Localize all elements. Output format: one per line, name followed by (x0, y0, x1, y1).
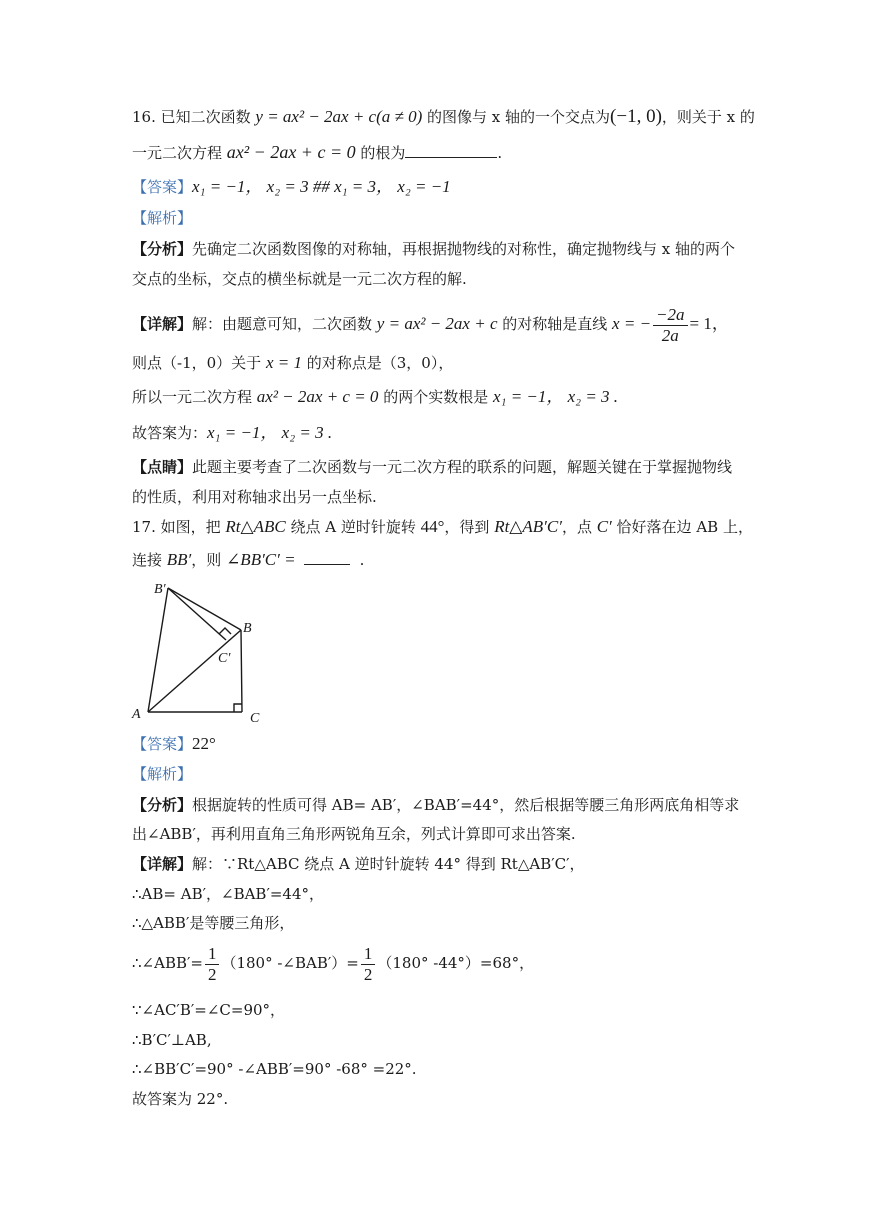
q16-roots: x₁ = −1， x₂ = 3 . (492, 387, 619, 406)
q16-stem-text: 16. 已知二次函数 (132, 108, 256, 126)
axis-expression: x = − (612, 314, 652, 333)
fraction-numerator: −2a (653, 305, 687, 326)
right-angle-mark-c-prime (219, 628, 231, 634)
q16-equation: ax² − 2ax + c = 0 (226, 142, 356, 162)
fraction-denominator: 2a (661, 325, 679, 345)
q17-stem-line-1 (132, 516, 753, 538)
q17-xiangjie-text: ∴AB= AB′，∠BAB′=44°， (132, 885, 325, 903)
q16-stem-text: . (497, 144, 503, 162)
q16-stem-line-1 (132, 106, 755, 128)
q17-xiangjie-line-7 (132, 1058, 417, 1080)
label-c-prime: C′ (218, 651, 231, 666)
q16-fenxi-text: 交点的坐标，交点的横坐标就是一元二次方程的解. (132, 270, 467, 288)
q16-xiangjie-text: 的对称点是（3，0）， (301, 354, 454, 372)
q17-xiangjie-line-8 (132, 1088, 228, 1110)
q17-xiangjie-line-1 (132, 853, 585, 875)
q17-xiangjie-text: （180° -44°）=68°， (377, 954, 535, 972)
q16-xiangjie-text: 所以一元二次方程 (132, 388, 257, 406)
q17-stem-text: ，点 (561, 518, 597, 536)
q17-answer (132, 733, 216, 755)
q17-xiangjie-line-2 (132, 883, 324, 905)
q16-equation: x = 1 (265, 353, 302, 372)
analysis-tag: 【解析】 (132, 209, 193, 227)
xiangjie-tag: 【详解】 (132, 315, 193, 333)
q16-xiangjie-text: 的两个实数根是 (378, 388, 493, 406)
q17-segment: BB′ (166, 550, 192, 569)
q16-dianjing-text: 此题主要考查了二次函数与一元二次方程的联系的问题，解题关键在于掌握抛物线 (192, 458, 733, 476)
q17-fenxi-line-2 (132, 823, 576, 845)
label-c: C (250, 711, 260, 726)
q16-xiangjie-line-4 (132, 422, 332, 444)
fraction-numerator: 1 (205, 944, 220, 965)
q17-angle: 44° (420, 517, 445, 536)
q17-fenxi-line-1 (132, 794, 739, 816)
q17-point: C′ (596, 517, 612, 536)
half-fraction (205, 944, 220, 985)
label-b: B (243, 621, 252, 636)
q17-xiangjie-line-5 (132, 999, 285, 1021)
segment-ab (148, 630, 241, 712)
q16-function: y = ax² − 2ax + c(a ≠ 0) (255, 107, 423, 126)
q16-xiangjie-text: 故答案为： (132, 424, 208, 442)
axis-fraction (653, 305, 687, 346)
answer-blank (304, 564, 350, 565)
answer-tag: 【答案】 (132, 178, 193, 196)
q17-stem-line-2 (132, 549, 364, 571)
q17-triangle: Rt△ABC (225, 517, 286, 536)
q17-answer-value: 22° (192, 734, 216, 753)
q17-xiangjie-line-4 (132, 943, 534, 985)
q16-function: y = ax² − 2ax + c (376, 314, 498, 333)
q16-fenxi-line-1 (132, 238, 735, 260)
q16-xiangjie-text: 解：由题意可知，二次函数 (192, 315, 377, 333)
q17-triangle: Rt△AB′C′ (494, 517, 562, 536)
q16-roots: x₁ = −1， x₂ = 3 . (207, 423, 333, 442)
q16-stem-text: ，则关于 x 的 (661, 108, 755, 126)
right-angle-mark-c (234, 704, 242, 712)
q16-stem-text: 的根为 (355, 144, 406, 162)
q17-xiangjie-text: ∵∠AC′B′=∠C=90°， (132, 1001, 286, 1019)
q17-stem-text: 恰好落在边 AB 上， (611, 518, 753, 536)
q17-stem-text: 17. 如图，把 (132, 518, 226, 536)
q17-fenxi-text: 出∠ABB′，再利用直角三角形两锐角互余，列式计算即可求出答案. (132, 825, 576, 843)
fraction-numerator: 1 (361, 944, 376, 965)
fenxi-tag: 【分析】 (132, 240, 193, 258)
fenxi-tag: 【分析】 (132, 796, 193, 814)
q16-answer (132, 176, 451, 198)
q16-xiangjie-text: 则点（-1，0）关于 (132, 354, 266, 372)
q16-xiangjie-line-1 (132, 304, 729, 346)
q17-xiangjie-text: ∴∠BB′C′=90° -∠ABB′=90° -68° =22°. (132, 1060, 417, 1078)
q16-xiangjie-text: 的对称轴是直线 (497, 315, 613, 333)
q17-xiangjie-text: 解：∵Rt△ABC 绕点 A 逆时针旋转 44° 得到 Rt△AB′C′， (192, 855, 585, 873)
q16-stem-text: 一元二次方程 (132, 144, 227, 162)
rotation-figure (130, 578, 270, 728)
q17-xiangjie-text: （180° -∠BAB′）= (221, 954, 359, 972)
segment-ab-prime (148, 588, 168, 712)
q17-xiangjie-text: ∴B′C′⊥AB, (132, 1031, 212, 1049)
q16-xiangjie-line-3 (132, 386, 618, 408)
q17-stem-text: 连接 (132, 551, 167, 569)
q16-fenxi-text: 先确定二次函数图像的对称轴，再根据抛物线的对称性，确定抛物线与 x 轴的两个 (192, 240, 736, 258)
q17-xiangjie-text: 故答案为 22°. (132, 1090, 229, 1108)
segment-bc (241, 630, 242, 712)
q17-xiangjie-text: ∴∠ABB′= (132, 954, 203, 972)
label-b-prime: B′ (154, 582, 166, 597)
q17-fenxi-text: 根据旋转的性质可得 AB= AB′，∠BAB′=44°，然后根据等腰三角形两底角相等求 (192, 796, 740, 814)
q16-fenxi-line-2 (132, 268, 467, 290)
segment-bb-prime (168, 588, 241, 630)
segment-b-prime-c-prime (168, 588, 226, 640)
analysis-tag: 【解析】 (132, 765, 193, 783)
q17-xiangjie-line-6 (132, 1029, 212, 1051)
q16-dianjing-text: 的性质，利用对称轴求出另一点坐标. (132, 488, 377, 506)
q17-xiangjie-line-3 (132, 912, 294, 934)
q17-analysis-heading (132, 763, 192, 785)
half-fraction (361, 944, 376, 985)
q17-stem-text: ，得到 (444, 518, 495, 536)
q17-stem-text: ，则 (191, 551, 227, 569)
label-a: A (132, 707, 141, 722)
fraction-denominator: 2 (207, 964, 217, 984)
q16-dianjing-line-1 (132, 456, 732, 478)
answer-tag: 【答案】 (132, 735, 193, 753)
q16-stem-text: 的图像与 x 轴的一个交点为 (422, 108, 611, 126)
q16-point: (−1, 0) (610, 106, 662, 127)
q17-xiangjie-text: ∴△ABB′是等腰三角形， (132, 914, 295, 932)
dianjing-tag: 【点睛】 (132, 458, 193, 476)
q16-equation: ax² − 2ax + c = 0 (256, 387, 379, 406)
q17-stem-text: 绕点 A 逆时针旋转 (285, 518, 421, 536)
answer-blank (405, 157, 497, 158)
q16-answer-value: x₁ = −1， x₂ = 3 ## x₁ = 3， x₂ = −1 (192, 177, 451, 196)
q16-xiangjie-text: = 1， (689, 314, 729, 333)
q16-dianjing-line-2 (132, 486, 377, 508)
q17-angle-expr: ∠BB′C′ = (226, 550, 296, 569)
q16-stem-line-2 (132, 141, 502, 164)
q16-xiangjie-line-2 (132, 352, 453, 374)
xiangjie-tag: 【详解】 (132, 855, 193, 873)
q16-analysis-heading (132, 207, 192, 229)
fraction-denominator: 2 (363, 964, 373, 984)
q17-stem-text: . (359, 551, 365, 569)
